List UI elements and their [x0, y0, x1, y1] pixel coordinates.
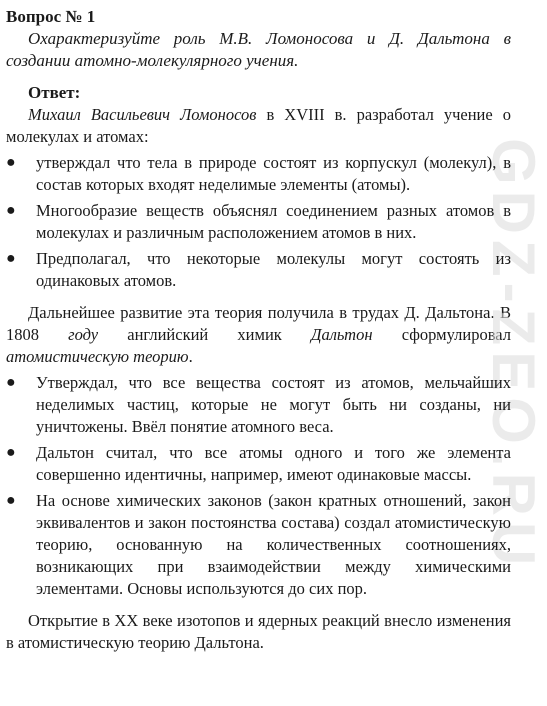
intro-paragraph: [6, 104, 511, 148]
intro-rest: в XVIII в. разработал учение о молекулах и атомах:: [6, 105, 511, 146]
lomonosov-list: [6, 152, 511, 292]
bullet-icon: ●: [6, 154, 16, 171]
bullet-icon: ●: [6, 374, 16, 391]
answer-heading: Ответ:: [28, 83, 81, 102]
question-text: Охарактеризуйте роль М.В. Ломоносова и Д. Дальтона в создании атомно-молекулярного учения.: [6, 29, 511, 70]
list-item: ● Утверждал, что все вещества состоят из атомов, мельчайших неделимых частиц, которые не могут быть ни созданы, ни уничтожены. Ввёл понятие атомного веса.: [6, 373, 511, 436]
list-item: ● На основе химических законов (закон кратных отношений, закон эквивалентов и закон постоянства состава) создал атомистическую теорию, основанную на количественных соотношениях, возникающих при взаимодействии между химическими элементами. Основы используются до сих пор.: [6, 491, 511, 598]
scientist-name: Михаил Васильевич Ломоносов: [28, 105, 257, 124]
dalton-paragraph: Дальнейшее развитие эта теория получила в трудах Д. Дальтона. В 1808 году английский химик Дальтон сформулировал атомистическую теорию.: [6, 303, 511, 366]
bullet-icon: ●: [6, 202, 16, 219]
closing-paragraph: Открытие в XX веке изотопов и ядерных реакций внесло изменения в атомистическую теорию Дальтона.: [6, 611, 511, 652]
bullet-icon: ●: [6, 444, 16, 461]
list-item: ● утверждал что тела в природе состоят из корпускул (молекул), в состав которых входят неделимые элементы (атомы).: [6, 153, 511, 194]
question-heading: Вопрос № 1: [6, 7, 96, 26]
dalton-list: [6, 372, 511, 600]
bullet-icon: ●: [6, 492, 16, 509]
bullet-icon: ●: [6, 250, 16, 267]
list-item: ● Дальтон считал, что все атомы одного и того же элемента совершенно идентичны, например, имеют одинаковые массы.: [6, 443, 511, 484]
watermark: GDZ-ZEO.RU: [480, 138, 547, 572]
list-item: ● Предполагал, что некоторые молекулы могут состоять из одинаковых атомов.: [6, 249, 511, 290]
list-item: ● Многообразие веществ объяснял соединением разных атомов в молекулах и различным расположением атомов в них.: [6, 201, 511, 242]
